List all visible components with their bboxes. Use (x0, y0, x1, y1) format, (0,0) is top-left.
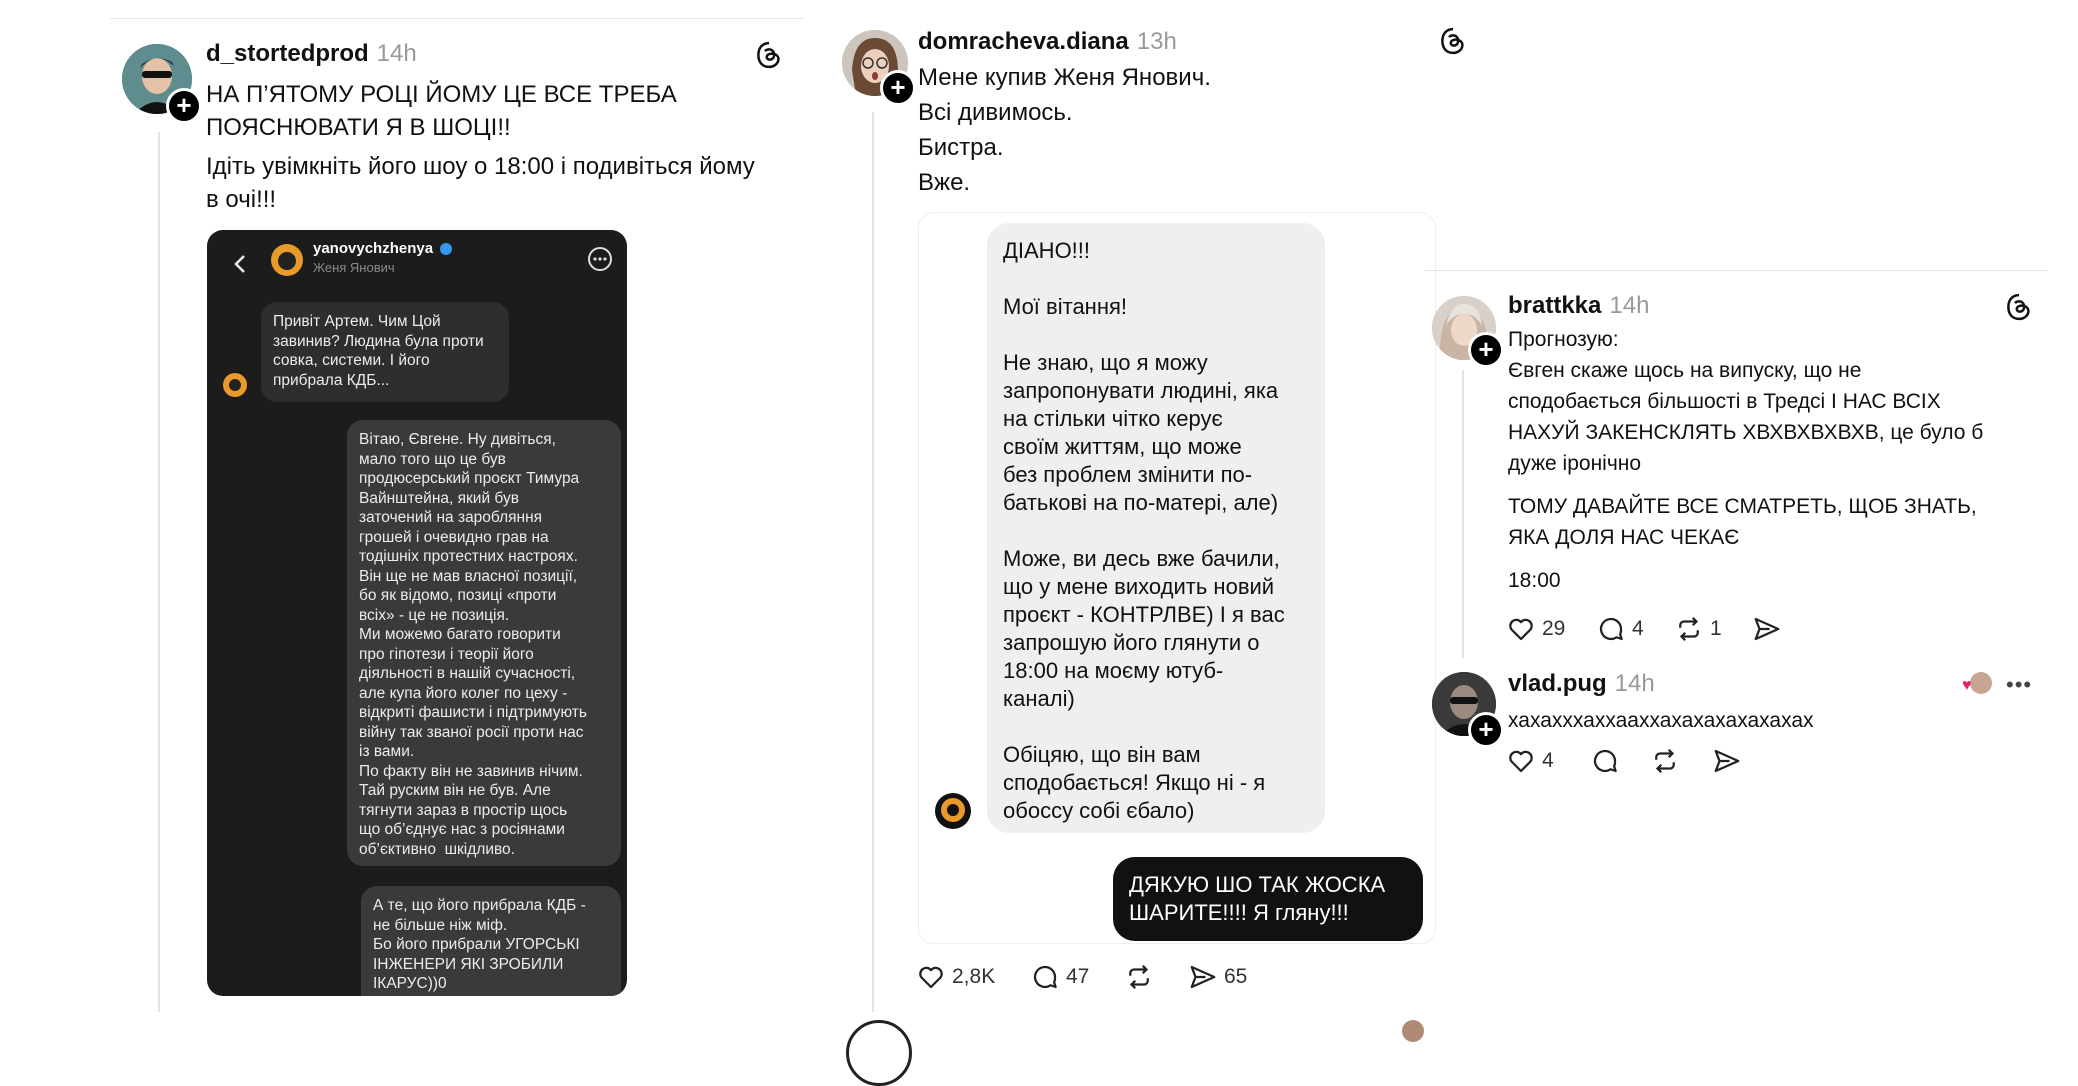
username-text[interactable]: brattkka (1508, 292, 1602, 319)
post-time: 14h (376, 40, 417, 67)
chat-message: ДІАНО!!! Мої вітання! Не знаю, що я можу запропонувати людині, яка на стільки чітко керує своїм життям, що може без проблем змінити по- батькові на по-матері, але) Може, ви десь вже бачили, що у мене виходить новий проєкт - КОНТРЛВЕ) І я вас запрошую його глянути о 18:00 на моєму ютуб- каналі) Обіцяю, що він вам сподобається! Якщо ні - я обоссу собі єбало) (987, 223, 1325, 833)
repost-button[interactable] (1674, 614, 1722, 644)
chat-reply-message: ДЯКУЮ ШО ТАК ЖОСКА ШАРИТЕ!!!! Я гляну!!! (1113, 857, 1423, 941)
comment-icon (1590, 746, 1620, 776)
repost-icon (1124, 962, 1154, 992)
back-arrow-icon (231, 252, 251, 276)
heart-icon (1506, 746, 1536, 776)
dm-message: А те, що його прибрала КДБ - не більше ніж міф. Бо його прибрали УГОРСЬКІ ІНЖЕНЕРИ ЯКІ ЗРОБИЛИ ІКАРУС))0 (361, 886, 621, 996)
share-icon (1752, 614, 1782, 644)
like-button[interactable] (1506, 746, 1554, 776)
post-line: НА П’ЯТОМУ РОЦІ ЙОМУ ЦЕ ВСЕ ТРЕБА (206, 81, 677, 108)
more-circle-icon (587, 246, 613, 272)
post-username[interactable] (1508, 292, 1649, 320)
repost-button[interactable] (1124, 962, 1154, 992)
comment-count: 4 (1632, 617, 1644, 640)
post-line: в очі!!! (206, 186, 277, 213)
next-post-avatar-partial (1402, 1020, 1424, 1042)
liked-by-avatar (1962, 672, 1992, 694)
repost-icon (1674, 614, 1704, 644)
post-line: ПОЯСНЮВАТИ Я В ШОЦІ!! (206, 114, 511, 141)
repost-icon (1650, 746, 1680, 776)
next-post-avatar-partial (846, 1020, 912, 1086)
threads-logo-icon[interactable] (1438, 26, 1468, 56)
post-text (918, 60, 1211, 200)
post-line: Мене купив Женя Янович. (918, 64, 1211, 91)
reply-username[interactable] (1508, 670, 1655, 698)
share-button[interactable] (1188, 962, 1247, 992)
verified-badge-icon (440, 243, 452, 255)
dm-message: Вітаю, Євгене. Ну дивіться, мало того що це був продюсерський проєкт Тимура Вайнштейна, який був заточений на заробляння грошей і очевидно грав на тодішніх протестних настроях. Він ще не мав власної позиції, бо як відомо, позиці «проти всіх» - це не позиція. Ми можемо багато говорити про гіпотези і теорії його діяльності в нашій сучасності, але купа його колег по цеху - відкриті фашисти і підтримують війну так званої росії проти нас із вами. По факту він не завинив нічим. Тай руским він не був. Але тягнути зараз в простір щось що об’єднує нас з росіянами об’єктивно шкідливо. (347, 420, 621, 866)
post-line: дуже іронічно (1508, 452, 1642, 475)
post-line: 18:00 (1508, 569, 1561, 592)
comment-count: 47 (1066, 965, 1090, 988)
follow-plus-icon[interactable]: + (1468, 712, 1504, 748)
comment-icon (1596, 614, 1626, 644)
dm-username: yanovychzhenya (313, 240, 452, 257)
share-icon (1712, 746, 1742, 776)
section-divider (1424, 270, 2048, 271)
more-icon[interactable]: ••• (2006, 672, 2033, 697)
dm-avatar (271, 244, 303, 276)
comment-button[interactable] (1596, 614, 1644, 644)
post-time: 14h (1614, 670, 1655, 697)
post-line: Прогнозую: (1508, 328, 1619, 351)
username-text[interactable]: domracheva.diana (918, 28, 1129, 55)
threads-logo-icon[interactable] (2004, 292, 2034, 322)
dm-small-avatar (223, 373, 247, 397)
dm-screenshot[interactable] (207, 230, 627, 996)
heart-icon (916, 962, 946, 992)
top-divider (110, 18, 804, 19)
follow-plus-icon[interactable]: + (166, 88, 202, 124)
share-button[interactable] (1752, 614, 1782, 644)
chat-avatar (935, 793, 971, 829)
chat-screenshot[interactable] (918, 212, 1436, 944)
post-line: ТОМУ ДАВАЙТЕ ВСЕ СМАТРЕТЬ, ЩОБ ЗНАТЬ, (1508, 495, 1977, 518)
like-count: 4 (1542, 749, 1554, 772)
post-text (1508, 324, 2048, 596)
repost-count: 1 (1710, 617, 1722, 640)
dm-message: Привіт Артем. Чим Цой завинив? Людина була проти совка, системи. І його прибрала КДБ... (261, 302, 509, 402)
thread-line (872, 112, 874, 1012)
follow-plus-icon[interactable]: + (880, 70, 916, 106)
comment-button[interactable] (1590, 746, 1620, 776)
dm-subname: Женя Янович (313, 260, 395, 275)
like-button[interactable] (916, 962, 995, 992)
post-line: НАХУЙ ЗАКЕНСКЛЯТЬ ХВХВХВХВХВ, це було б (1508, 421, 1984, 444)
post-username[interactable] (206, 40, 417, 68)
heart-icon (1506, 614, 1536, 644)
post-line: Євген скаже щось на випуску, що не (1508, 359, 1862, 382)
share-count: 65 (1224, 965, 1248, 988)
post-text (206, 78, 806, 216)
post-line: Бистра. (918, 134, 1004, 161)
like-count: 2,8K (952, 965, 996, 988)
post-time: 13h (1136, 28, 1177, 55)
post-line: Вже. (918, 169, 971, 196)
share-button[interactable] (1712, 746, 1742, 776)
post-line: сподобається більшості в Тредсі І НАС ВСІХ (1508, 390, 1941, 413)
username-text[interactable]: vlad.pug (1508, 670, 1607, 697)
like-count: 29 (1542, 617, 1566, 640)
username-text[interactable]: d_stortedprod (206, 40, 369, 67)
reply-text: хахахххаххааххахахахахахахах (1508, 709, 1814, 732)
follow-plus-icon[interactable]: + (1468, 332, 1504, 368)
post-username[interactable] (918, 28, 1177, 56)
thread-line (1462, 370, 1464, 658)
comment-button[interactable] (1030, 962, 1089, 992)
repost-button[interactable] (1650, 746, 1680, 776)
post-time: 14h (1609, 292, 1650, 319)
comment-icon (1030, 962, 1060, 992)
share-icon (1188, 962, 1218, 992)
thread-line (158, 132, 160, 1012)
threads-logo-icon[interactable] (754, 40, 784, 70)
post-line: ЯКА ДОЛЯ НАС ЧЕКАЄ (1508, 526, 1740, 549)
like-button[interactable] (1506, 614, 1565, 644)
post-line: Всі дивимось. (918, 99, 1073, 126)
red-heart-icon: ♥ (1962, 677, 1972, 694)
post-line: Ідіть увімкніть його шоу о 18:00 і подивіться йому (206, 153, 755, 180)
